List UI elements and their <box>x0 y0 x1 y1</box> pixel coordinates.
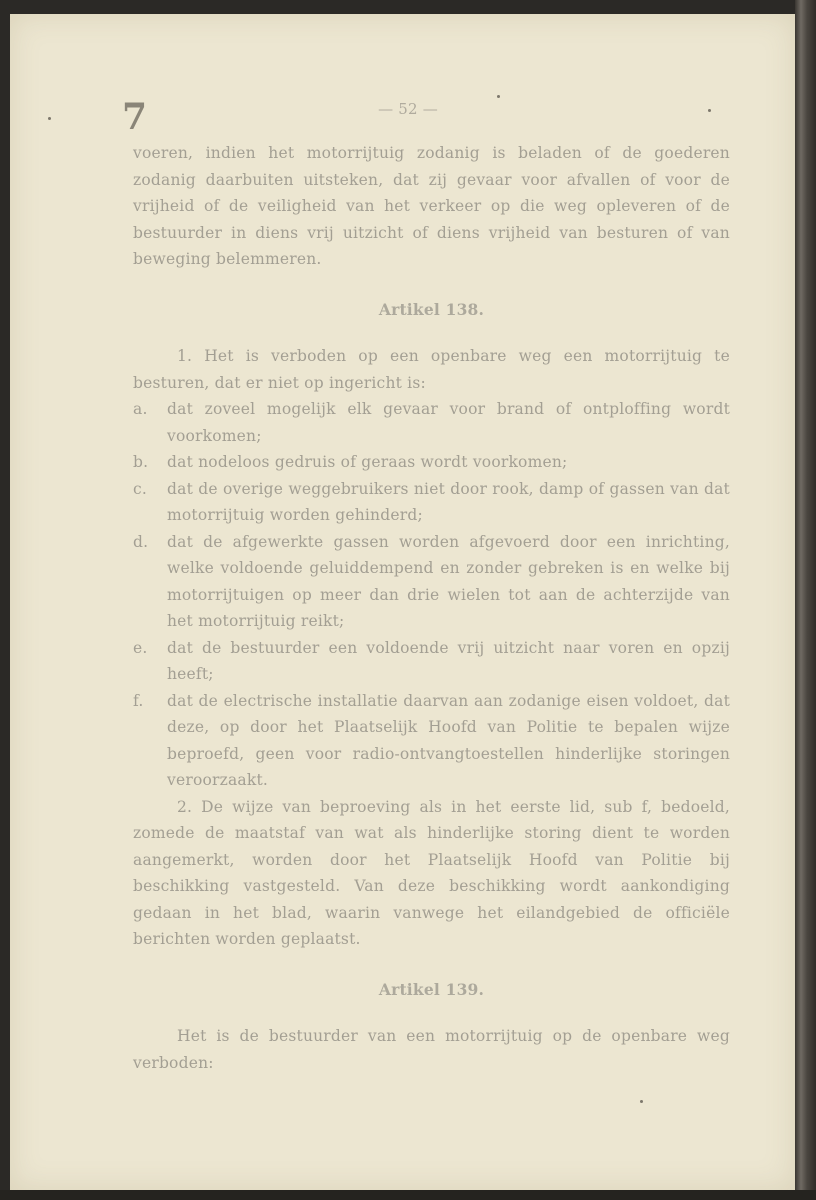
scan-edge-right <box>795 0 816 1200</box>
list-item <box>133 449 730 476</box>
list-item <box>133 396 730 449</box>
corner-mark: 7 <box>122 96 148 138</box>
article-139-heading: Artikel 139. <box>378 979 485 999</box>
continuation-paragraph: voeren, indien het motorrijtuig zodanig is beladen of de goederen zodanig daarbuiten uitsteken, dat zij gevaar voor afvallen of voor de vrijheid of de veiligheid van het verkeer op die weg opleveren of de bestuurder in diens vrij uitzicht of diens vrijheid van besturen of van beweging belemmeren. <box>133 144 730 268</box>
list-item <box>133 529 730 635</box>
list-item-label: a. <box>133 400 148 418</box>
list-item-text: dat de afgewerkte gassen worden afgevoerd door een inrichting, welke voldoende geluiddempend en zonder gebreken is en welke bij motorrijtuigen op meer dan drie wielen tot aan de achterzijde van het motorrijtuig reikt; <box>167 532 730 630</box>
list-item-text: dat nodeloos gedruis of geraas wordt voorkomen; <box>167 453 568 471</box>
list-item-label: d. <box>133 532 149 551</box>
list-item-label: c. <box>133 479 148 498</box>
list-item-text: dat zoveel mogelijk elk gevaar voor brand of ontploffing wordt voorkomen; <box>167 400 730 445</box>
scan-speck <box>497 95 500 98</box>
list-item <box>133 688 730 794</box>
scan-speck <box>640 1100 643 1103</box>
scan-edge-bottom <box>0 1190 816 1200</box>
list-item-text: dat de electrische installatie daarvan aan zodanige eisen voldoet, dat deze, op door het Plaatselijk Hoofd van Politie te bepalen wijze beproefd, geen voor radio-ontvangtoestellen hinderlijke storingen veroorzaakt. <box>167 691 730 789</box>
list-item-label: b. <box>133 453 149 471</box>
article-138-paragraph-2: 2. De wijze van beproeving als in het eerste lid, sub f, bedoeld, zomede de maatstaf van wat als hinderlijke storing dient te worden aangemerkt, worden door het Plaatselijk Hoofd van Politie bij beschikking vastgesteld. Van deze beschikking wordt aankondiging gedaan in het blad, waarin vanwege het eilandgebied de officiële berichten worden geplaatst. <box>133 797 730 948</box>
list-item-label: f. <box>133 691 144 710</box>
list-item <box>133 476 730 529</box>
scan-speck <box>708 109 711 112</box>
article-138-intro: 1. Het is verboden op een openbare weg een motorrijtuig te besturen, dat er niet op ingericht is: <box>133 347 730 392</box>
article-138-heading: Artikel 138. <box>378 299 485 319</box>
list-item-text: dat de bestuurder een voldoende vrij uitzicht naar voren en opzij heeft; <box>167 638 730 683</box>
scan-speck <box>48 117 51 120</box>
list-item-text: dat de overige weggebruikers niet door rook, damp of gassen van dat motorrijtuig worden gehinderd; <box>167 479 730 524</box>
list-item <box>133 635 730 688</box>
article-139-intro: Het is de bestuurder van een motorrijtuig op de openbare weg verboden: <box>133 1027 730 1072</box>
page-number: — 52 — <box>378 100 438 118</box>
document-body <box>133 140 730 1076</box>
list-item-label: e. <box>133 638 148 657</box>
article-138-item-list <box>133 396 730 794</box>
